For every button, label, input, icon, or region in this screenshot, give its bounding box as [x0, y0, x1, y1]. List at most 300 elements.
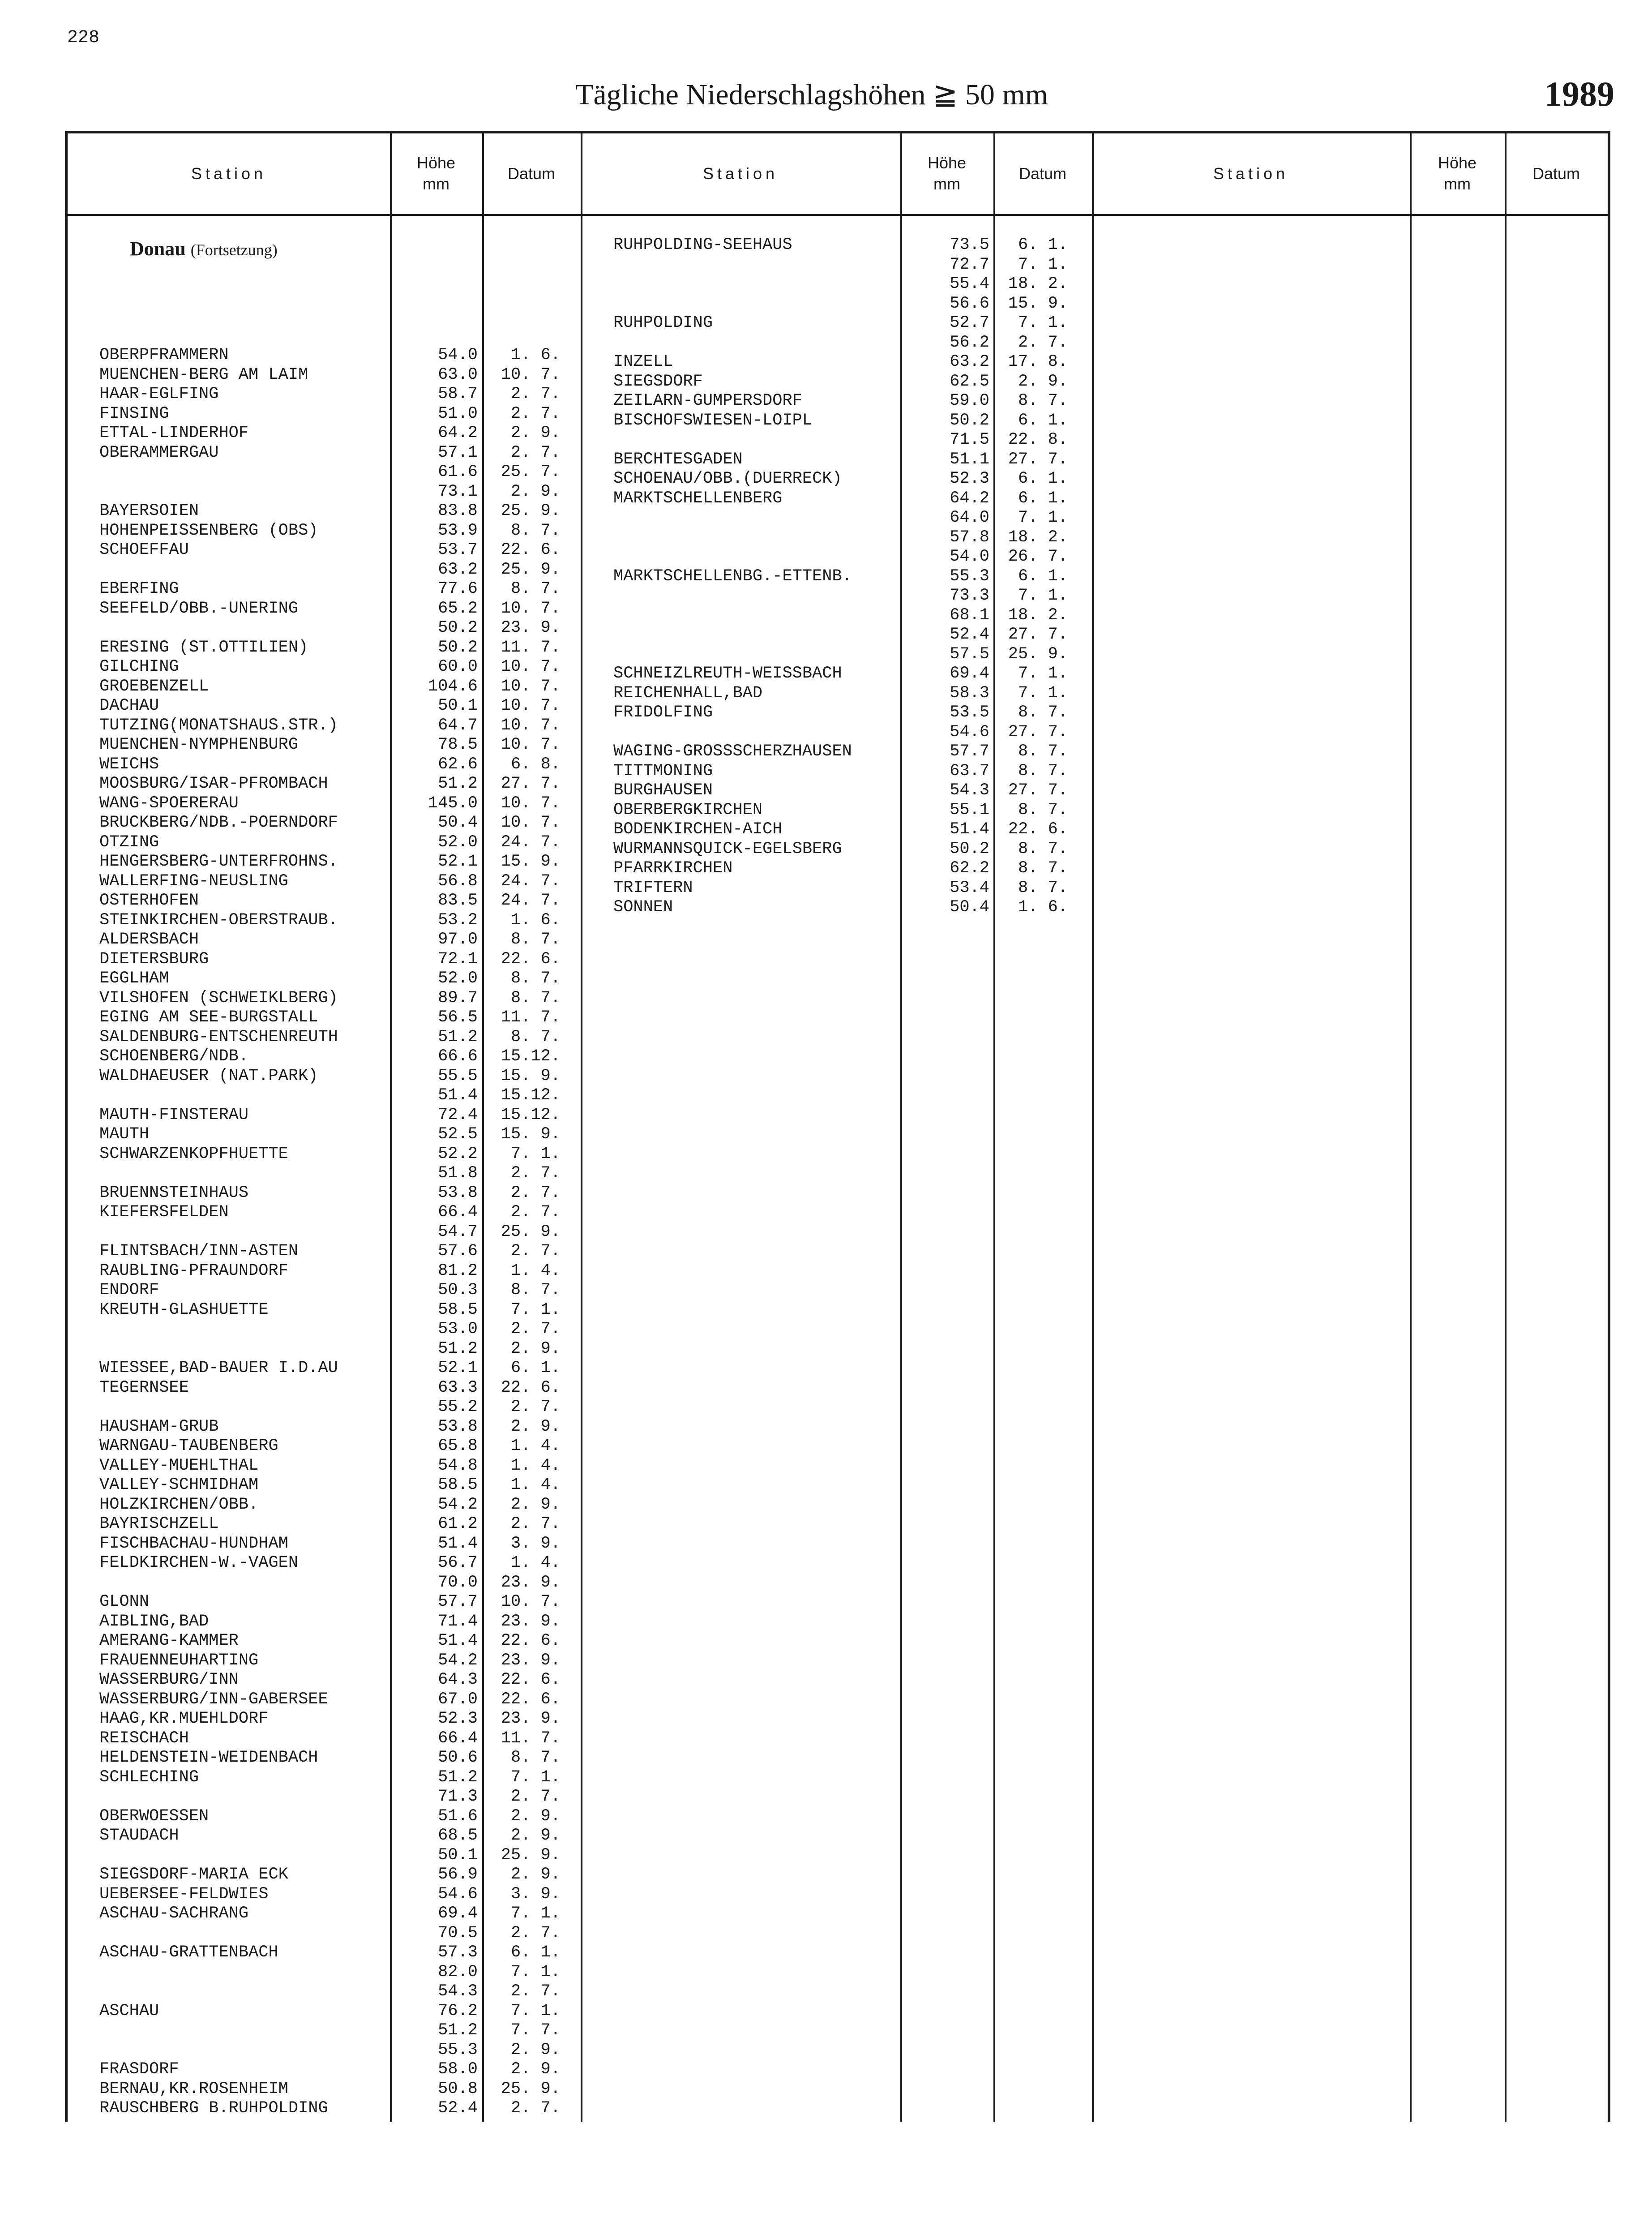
station-name: DACHAU — [99, 696, 159, 715]
table-row — [99, 1807, 565, 1826]
station-name: SALDENBURG-ENTSCHENREUTH — [99, 1028, 338, 1047]
station-name: ERESING (ST.OTTILIEN) — [99, 638, 308, 657]
table-row — [99, 2099, 565, 2118]
table-row — [613, 664, 1074, 683]
table-row — [99, 1534, 565, 1553]
precipitation-value: 50.6 — [438, 1748, 478, 1767]
precipitation-value: 51.4 — [950, 820, 989, 839]
table-row — [613, 840, 1074, 859]
date-value: 2. 7. — [510, 1320, 561, 1338]
date-value: 15.12. — [501, 1047, 561, 1066]
station-name: SCHNEIZLREUTH-WEISSBACH — [613, 664, 842, 683]
table-row — [99, 618, 565, 638]
date-value: 17. 8. — [1008, 352, 1068, 371]
precipitation-value: 63.2 — [950, 352, 989, 371]
date-value: 18. 2. — [1008, 528, 1068, 547]
date-value: 8. 7. — [1018, 859, 1068, 878]
station-name: MUENCHEN-NYMPHENBURG — [99, 735, 299, 754]
date-value: 2. 7. — [510, 1242, 561, 1261]
precipitation-value: 50.1 — [438, 1846, 478, 1865]
table-row — [99, 1573, 565, 1592]
station-name: MAUTH-FINSTERAU — [99, 1106, 249, 1124]
table-row — [99, 1651, 565, 1670]
precipitation-value: 52.4 — [950, 625, 989, 644]
precipitation-value: 62.2 — [950, 859, 989, 878]
station-name: WEICHS — [99, 755, 159, 774]
precipitation-value: 51.2 — [438, 1339, 478, 1358]
table-row — [99, 2080, 565, 2099]
table-row — [99, 385, 565, 404]
station-name: DIETERSBURG — [99, 950, 209, 969]
station-name: OBERWOESSEN — [99, 1807, 209, 1826]
date-value: 25. 9. — [501, 1846, 561, 1865]
date-value: 10. 7. — [501, 657, 561, 676]
date-value: 6. 1. — [1018, 236, 1068, 254]
date-value: 1. 4. — [510, 1456, 561, 1475]
station-name: VALLEY-SCHMIDHAM — [99, 1476, 259, 1494]
table-row — [99, 833, 565, 852]
precipitation-value: 69.4 — [438, 1904, 478, 1923]
date-value: 6. 1. — [1018, 469, 1068, 488]
station-name: ENDORF — [99, 1281, 159, 1300]
table-row — [613, 489, 1074, 508]
date-value: 10. 7. — [501, 365, 561, 384]
station-name: SCHOENAU/OBB.(DUERRECK) — [613, 469, 842, 488]
date-value: 7. 1. — [1018, 255, 1068, 274]
precipitation-value: 53.4 — [950, 879, 989, 897]
table-row — [613, 684, 1074, 703]
station-name: GILCHING — [99, 657, 179, 676]
precipitation-value: 56.9 — [438, 1865, 478, 1884]
precipitation-value: 51.4 — [438, 1631, 478, 1650]
date-value: 6. 1. — [1018, 489, 1068, 508]
table-row — [613, 313, 1074, 333]
station-name: MAUTH — [99, 1125, 150, 1144]
precipitation-value: 66.4 — [438, 1729, 478, 1748]
station-name: ETTAL-LINDERHOF — [99, 424, 249, 442]
station-name: HAUSHAM-GRUB — [99, 1417, 219, 1436]
table-row — [99, 404, 565, 424]
header-datum: Datum — [1532, 164, 1580, 183]
station-name: HELDENSTEIN-WEIDENBACH — [99, 1748, 318, 1767]
date-value: 8. 7. — [1018, 840, 1068, 858]
date-value: 10. 7. — [501, 794, 561, 813]
date-value: 22. 6. — [501, 1631, 561, 1650]
date-value: 25. 9. — [501, 2080, 561, 2098]
precipitation-value: 51.0 — [438, 404, 478, 423]
table-row — [99, 1865, 565, 1884]
precipitation-value: 57.3 — [438, 1943, 478, 1962]
precipitation-value: 50.2 — [950, 411, 989, 430]
station-name: HENGERSBERG-UNTERFROHNS. — [99, 852, 338, 871]
precipitation-value: 57.6 — [438, 1242, 478, 1261]
date-value: 2. 7. — [510, 385, 561, 403]
precipitation-value: 56.6 — [950, 294, 989, 313]
station-name: PFARRKIRCHEN — [613, 859, 733, 878]
table-row — [99, 1261, 565, 1281]
precipitation-value: 64.2 — [438, 424, 478, 442]
station-name: MUENCHEN-BERG AM LAIM — [99, 365, 308, 384]
precipitation-value: 53.7 — [438, 540, 478, 559]
station-name: BISCHOFSWIESEN-LOIPL — [613, 411, 813, 430]
header-station: Station — [702, 164, 779, 183]
header-datum: Datum — [1019, 164, 1067, 183]
date-value: 2. 7. — [510, 1787, 561, 1806]
date-value: 26. 7. — [1008, 547, 1068, 566]
header-datum: Datum — [507, 164, 556, 183]
precipitation-value: 64.0 — [950, 508, 989, 527]
date-value: 22. 8. — [1008, 430, 1068, 449]
station-name: STEINKIRCHEN-OBERSTRAUB. — [99, 911, 338, 930]
table-row — [99, 1242, 565, 1261]
date-value: 10. 7. — [501, 813, 561, 832]
precipitation-value: 54.2 — [438, 1651, 478, 1670]
date-value: 22. 6. — [501, 950, 561, 969]
table-row — [99, 1339, 565, 1359]
date-value: 2. 9. — [510, 482, 561, 501]
table-row — [99, 540, 565, 560]
precipitation-value: 56.5 — [438, 1008, 478, 1027]
station-name: GLONN — [99, 1592, 150, 1611]
station-name: FRAUENNEUHARTING — [99, 1651, 259, 1670]
precipitation-value: 53.8 — [438, 1417, 478, 1436]
precipitation-value: 82.0 — [438, 1963, 478, 1982]
table-row — [99, 774, 565, 794]
station-name: OBERAMMERGAU — [99, 443, 219, 462]
table-row — [99, 443, 565, 463]
precipitation-value: 53.0 — [438, 1320, 478, 1338]
station-name: FLINTSBACH/INN-ASTEN — [99, 1242, 299, 1261]
station-name: KREUTH-GLASHUETTE — [99, 1300, 269, 1319]
station-name: RUHPOLDING-SEEHAUS — [613, 236, 792, 254]
precipitation-value: 52.1 — [438, 852, 478, 871]
precipitation-value: 58.5 — [438, 1476, 478, 1494]
date-value: 22. 6. — [501, 1690, 561, 1709]
date-value: 25. 7. — [501, 463, 561, 481]
precipitation-value: 57.1 — [438, 443, 478, 462]
date-value: 10. 7. — [501, 696, 561, 715]
table-row — [99, 2041, 565, 2060]
table-row — [613, 742, 1074, 761]
precipitation-value: 51.4 — [438, 1086, 478, 1105]
precipitation-value: 51.1 — [950, 450, 989, 469]
precipitation-value: 76.2 — [438, 2002, 478, 2020]
precipitation-value: 71.4 — [438, 1612, 478, 1631]
precipitation-value: 51.2 — [438, 1768, 478, 1787]
precipitation-value: 78.5 — [438, 735, 478, 754]
table-row — [613, 801, 1074, 820]
precipitation-value: 61.6 — [438, 463, 478, 481]
station-name: MARKTSCHELLENBG.-ETTENB. — [613, 567, 852, 586]
date-value: 8. 7. — [1018, 879, 1068, 897]
header-station: Station — [191, 164, 267, 183]
station-name: HOHENPEISSENBERG (OBS) — [99, 521, 318, 540]
date-value: 7. 1. — [510, 2002, 561, 2020]
date-value: 25. 9. — [501, 502, 561, 520]
date-value: 10. 7. — [501, 735, 561, 754]
date-value: 2. 9. — [510, 424, 561, 442]
precipitation-value: 50.8 — [438, 2080, 478, 2098]
table-row — [613, 528, 1074, 547]
precipitation-value: 72.1 — [438, 950, 478, 969]
date-value: 2. 9. — [510, 1339, 561, 1358]
header-rule — [68, 214, 1608, 216]
precipitation-value: 104.6 — [428, 677, 478, 696]
table-row — [99, 502, 565, 521]
station-name: INZELL — [613, 352, 673, 371]
table-row — [613, 255, 1074, 275]
date-value: 7. 1. — [1018, 313, 1068, 332]
station-name: TUTZING(MONATSHAUS.STR.) — [99, 716, 338, 735]
date-value: 15. 9. — [501, 1067, 561, 1085]
date-value: 7. 1. — [510, 1963, 561, 1982]
date-value: 1. 6. — [1018, 898, 1068, 917]
station-name: SEEFELD/OBB.-UNERING — [99, 599, 299, 618]
station-name: REISCHACH — [99, 1729, 189, 1748]
date-value: 23. 9. — [501, 1573, 561, 1592]
date-value: 8. 7. — [510, 1028, 561, 1047]
column-rule — [1505, 133, 1506, 2122]
date-value: 25. 9. — [1008, 645, 1068, 664]
date-value: 2. 9. — [510, 2041, 561, 2059]
date-value: 10. 7. — [501, 1592, 561, 1611]
precipitation-value: 51.2 — [438, 774, 478, 793]
date-value: 8. 7. — [510, 521, 561, 540]
precipitation-value: 65.8 — [438, 1437, 478, 1455]
precipitation-value: 71.3 — [438, 1787, 478, 1806]
date-value: 7. 1. — [510, 1904, 561, 1923]
precipitation-value: 50.2 — [950, 840, 989, 858]
date-value: 2. 7. — [510, 443, 561, 462]
table-row — [613, 547, 1074, 566]
table-row — [613, 294, 1074, 313]
precipitation-value: 58.5 — [438, 1300, 478, 1319]
station-name: ASCHAU-SACHRANG — [99, 1904, 249, 1923]
table-row — [613, 469, 1074, 489]
station-name: WALLERFING-NEUSLING — [99, 872, 288, 891]
table-row — [99, 1476, 565, 1495]
precipitation-value: 54.0 — [438, 346, 478, 365]
date-value: 2. 9. — [510, 2060, 561, 2079]
precipitation-value: 52.3 — [950, 469, 989, 488]
table-row — [613, 236, 1074, 255]
precipitation-value: 97.0 — [438, 930, 478, 949]
station-name: WASSERBURG/INN-GABERSEE — [99, 1690, 328, 1709]
station-name: SONNEN — [613, 898, 673, 917]
date-value: 8. 7. — [510, 579, 561, 598]
station-name: VILSHOFEN (SCHWEIKLBERG) — [99, 989, 338, 1008]
table-row — [99, 1359, 565, 1378]
date-value: 27. 7. — [1008, 450, 1068, 469]
station-name: RAUSCHBERG B.RUHPOLDING — [99, 2099, 328, 2118]
precipitation-value: 52.1 — [438, 1359, 478, 1377]
date-value: 8. 7. — [1018, 742, 1068, 761]
station-name: OSTERHOFEN — [99, 891, 199, 910]
station-name: OTZING — [99, 833, 159, 852]
precipitation-value: 51.6 — [438, 1807, 478, 1826]
precipitation-value: 53.9 — [438, 521, 478, 540]
table-row — [99, 1378, 565, 1398]
precipitation-value: 89.7 — [438, 989, 478, 1008]
station-name: SCHOEFFAU — [99, 540, 189, 559]
table-row — [99, 346, 565, 365]
table-row — [99, 2021, 565, 2040]
precipitation-value: 73.1 — [438, 482, 478, 501]
precipitation-value: 63.2 — [438, 560, 478, 579]
table-row — [99, 1281, 565, 1300]
precipitation-value: 70.0 — [438, 1573, 478, 1592]
header-station: Station — [1213, 164, 1289, 183]
station-name: OBERBERGKIRCHEN — [613, 801, 763, 819]
table-row — [613, 898, 1074, 917]
precipitation-value: 52.2 — [438, 1145, 478, 1163]
precipitation-value: 63.3 — [438, 1378, 478, 1397]
table-row — [99, 1690, 565, 1709]
station-name: UEBERSEE-FELDWIES — [99, 1885, 269, 1904]
table-row — [99, 1320, 565, 1339]
table-row — [99, 1982, 565, 2001]
table-row — [99, 1670, 565, 1690]
date-value: 11. 7. — [501, 1008, 561, 1027]
station-name: BAYRISCHZELL — [99, 1514, 219, 1533]
table-row — [99, 579, 565, 599]
station-name: OBERPFRAMMERN — [99, 346, 229, 365]
table-row — [99, 463, 565, 482]
date-value: 15.12. — [501, 1086, 561, 1105]
date-value: 18. 2. — [1008, 275, 1068, 293]
precipitation-value: 77.6 — [438, 579, 478, 598]
precipitation-value: 50.1 — [438, 696, 478, 715]
precipitation-value: 64.7 — [438, 716, 478, 735]
station-name: REICHENHALL,BAD — [613, 684, 763, 703]
table-row — [99, 1514, 565, 1534]
station-name: TITTMONING — [613, 762, 713, 781]
precipitation-value: 57.8 — [950, 528, 989, 547]
precipitation-value: 72.7 — [950, 255, 989, 274]
precipitation-value: 62.6 — [438, 755, 478, 774]
table-row — [99, 1067, 565, 1086]
precipitation-value: 58.0 — [438, 2060, 478, 2079]
table-row — [99, 1456, 565, 1476]
date-value: 7. 1. — [510, 1768, 561, 1787]
station-name: BURGHAUSEN — [613, 781, 713, 800]
date-value: 2. 7. — [510, 1184, 561, 1202]
date-value: 22. 6. — [501, 1378, 561, 1397]
date-value: 1. 4. — [510, 1476, 561, 1494]
station-name: WARNGAU-TAUBENBERG — [99, 1437, 278, 1455]
date-value: 24. 7. — [501, 872, 561, 891]
date-value: 15. 9. — [501, 1125, 561, 1144]
column-rule — [1410, 133, 1412, 2122]
precipitation-value: 69.4 — [950, 664, 989, 683]
date-value: 7. 1. — [1018, 586, 1068, 605]
table-row — [99, 872, 565, 891]
date-value: 27. 7. — [1008, 723, 1068, 742]
date-value: 2. 7. — [510, 404, 561, 423]
table-row — [99, 424, 565, 443]
precipitation-value: 54.6 — [438, 1885, 478, 1904]
table-row — [99, 1125, 565, 1144]
date-value: 8. 7. — [1018, 801, 1068, 819]
table-row — [99, 1592, 565, 1612]
station-name: EGGLHAM — [99, 969, 169, 988]
date-value: 1. 4. — [510, 1261, 561, 1280]
date-value: 15. 9. — [501, 852, 561, 871]
table-row — [99, 1184, 565, 1203]
station-name: FINSING — [99, 404, 169, 423]
table-row — [613, 372, 1074, 391]
header-hoehe: Höhe mm — [416, 154, 456, 193]
table-row — [99, 1904, 565, 1923]
station-name: ASCHAU — [99, 2002, 159, 2020]
precipitation-value: 56.7 — [438, 1553, 478, 1572]
date-value: 7. 1. — [510, 1145, 561, 1163]
station-name: WIESSEE,BAD-BAUER I.D.AU — [99, 1359, 338, 1377]
table-row — [613, 625, 1074, 644]
date-value: 2. 9. — [510, 1865, 561, 1884]
table-row — [99, 1222, 565, 1242]
table-row — [99, 1943, 565, 1962]
table-row — [613, 820, 1074, 839]
precipitation-value: 63.0 — [438, 365, 478, 384]
precipitation-value: 83.8 — [438, 502, 478, 520]
precipitation-value: 55.3 — [950, 567, 989, 586]
precipitation-value: 52.3 — [438, 1709, 478, 1728]
date-value: 22. 6. — [501, 540, 561, 559]
precipitation-value: 50.2 — [438, 638, 478, 657]
table-row — [99, 1709, 565, 1729]
precipitation-value: 67.0 — [438, 1690, 478, 1709]
table-row — [99, 755, 565, 774]
table-row — [99, 1106, 565, 1125]
station-name: HAAR-EGLFING — [99, 385, 219, 403]
date-value: 2. 7. — [510, 2099, 561, 2118]
header-hoehe: Höhe mm — [927, 154, 967, 193]
precipitation-value: 54.6 — [950, 723, 989, 742]
date-value: 10. 7. — [501, 716, 561, 735]
table-row — [99, 1203, 565, 1222]
date-value: 11. 7. — [501, 1729, 561, 1748]
date-value: 1. 4. — [510, 1553, 561, 1572]
table-row — [613, 411, 1074, 430]
table-row — [99, 677, 565, 696]
precipitation-value: 55.3 — [438, 2041, 478, 2059]
date-value: 1. 6. — [510, 911, 561, 930]
date-value: 27. 7. — [1008, 625, 1068, 644]
table-row — [99, 1748, 565, 1767]
date-value: 2. 9. — [510, 1826, 561, 1845]
precipitation-value: 65.2 — [438, 599, 478, 618]
page-number: 228 — [67, 28, 100, 48]
table-row — [99, 696, 565, 716]
precipitation-value: 53.5 — [950, 703, 989, 722]
table-row — [99, 2002, 565, 2021]
station-name: ALDERSBACH — [99, 930, 199, 949]
date-value: 23. 9. — [501, 618, 561, 637]
station-name: ASCHAU-GRATTENBACH — [99, 1943, 278, 1962]
station-name: RUHPOLDING — [613, 313, 713, 332]
date-value: 15.12. — [501, 1106, 561, 1124]
date-value: 2. 7. — [510, 1982, 561, 2001]
date-value: 7. 7. — [510, 2021, 561, 2040]
table-row — [613, 508, 1074, 528]
station-name: SIEGSDORF-MARIA ECK — [99, 1865, 288, 1884]
date-value: 7. 1. — [1018, 508, 1068, 527]
table-row — [613, 879, 1074, 898]
station-name: EBERFING — [99, 579, 179, 598]
table-row — [99, 1495, 565, 1514]
station-name: MARKTSCHELLENBERG — [613, 489, 783, 508]
